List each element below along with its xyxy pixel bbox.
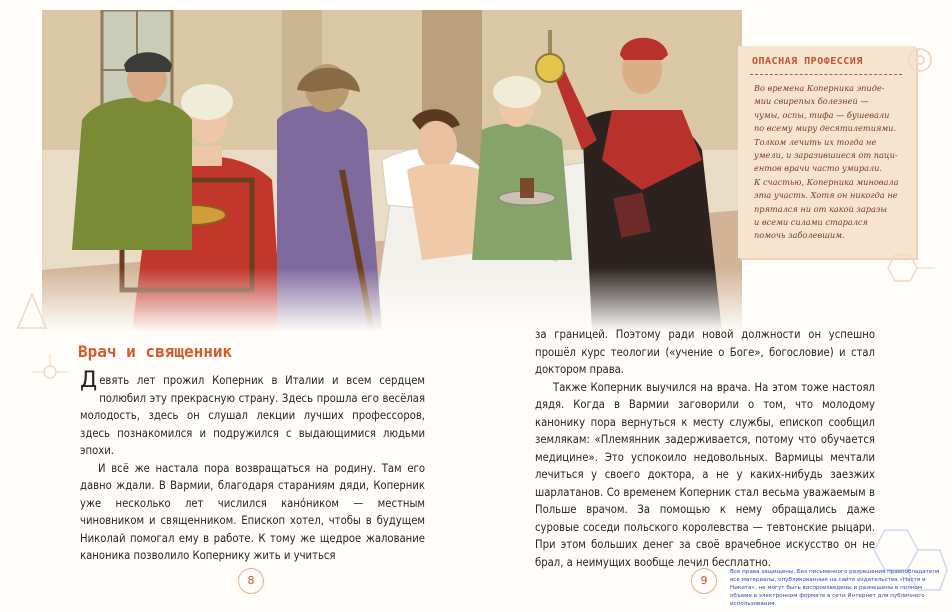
- molecule-doodle-icon: [28, 350, 72, 394]
- page-number-right: 9: [691, 568, 717, 594]
- illustration-doctors-and-patients: [42, 10, 742, 332]
- sidebar-line: прятался ни от какой заразы: [754, 203, 888, 214]
- sidebar-line: К счастью, Коперника миновала: [754, 176, 899, 187]
- paragraph: [80, 368, 425, 460]
- sidebar-line: по всему миру десятилетиями.: [754, 123, 897, 134]
- drop-cap: Д: [80, 368, 98, 393]
- paragraph: Также Коперник выучился на врача. На этом тоже настоял дядя. Когда в Вармии заговорили о том, что молодому канонику пора вернуться к месту службы, епископ сообщил землякам: «Племянник задерживается, потому что обучается медицине». Это успокоило недовольных. Вармицы мечтали лечиться у своего доктора, а не у каких-нибудь заезжих шарлатанов. Со временем Коперник стал весьма уважаемым в Польше врачом. За помощью к нему обращались даже суровые соседи польского королевства — тевтонские рыцари. При этом больших денег за своё врачебное искусство он не брал, а неимущих вообще лечил бесплатно.: [535, 380, 875, 569]
- sidebar-line: умели, и заразившиеся от паци-: [754, 150, 898, 161]
- paragraph: И всё же настала пора возвращаться на родину. Там его давно ждали. В Вармии, благодаря стараниям дяди, Коперник уже несколько лет числился кано́ником — местным чиновником и священником. Епископ хотел, чтобы в будущем Николай помогал ему в работе. К тому же щедрое жалование каноника позволило Копернику жить и учиться: [80, 461, 425, 562]
- sidebar-title: ОПАСНАЯ ПРОФЕССИЯ: [752, 56, 863, 67]
- copyright-notice: Все права защищены. Без письменного разрешения правообладателя все материалы, опубликованные на сайте издательства «Настя и Никита», не могут быть воспроизведены и размещены в полном объеме в электронном формате в сети Интернет для публичного использования.: [730, 569, 940, 607]
- paragraph: за границей. Поэтому ради новой должности он успешно прошёл курс теологии («учение о Боге», богословие) и стал доктором права.: [535, 328, 875, 376]
- sidebar-line: эта участь. Хотя он никогда не: [754, 190, 898, 201]
- sidebar-line: помочь заболевшим.: [754, 230, 845, 241]
- sidebar-line: ентов врачи часто умирали.: [754, 163, 883, 174]
- hexagon-doodle-icon: [880, 250, 940, 290]
- sidebar-line: мии свирепых болезней —: [754, 96, 869, 107]
- left-column-text: [80, 368, 425, 565]
- sidebar-line: чумы, оспы, тифа — бушевали: [754, 109, 890, 120]
- section-heading: Врач и священник: [78, 342, 233, 361]
- right-column-text: [535, 326, 875, 571]
- sidebar-card-dangerous-profession: [738, 46, 916, 258]
- paragraph-text: евять лет прожил Коперник в Италии и всем сердцем полюбил эту прекрасную страну. Здесь прошла его весёлая молодость, здесь он слушал лекции лучших профессоров, здесь познакомился и подружился с выдающимися людьми эпохи.: [80, 374, 425, 457]
- gear-doodle-icon: [900, 40, 940, 80]
- sidebar-line: Толком лечить их тогда не: [754, 136, 877, 147]
- cone-doodle-icon: [14, 290, 50, 336]
- sidebar-divider: [750, 74, 902, 75]
- sidebar-text: [754, 82, 904, 243]
- sidebar-line: и всеми силами старался: [754, 217, 868, 228]
- sidebar-line: Во времена Коперника эпиде-: [754, 83, 885, 93]
- page-number-left: 8: [238, 568, 264, 594]
